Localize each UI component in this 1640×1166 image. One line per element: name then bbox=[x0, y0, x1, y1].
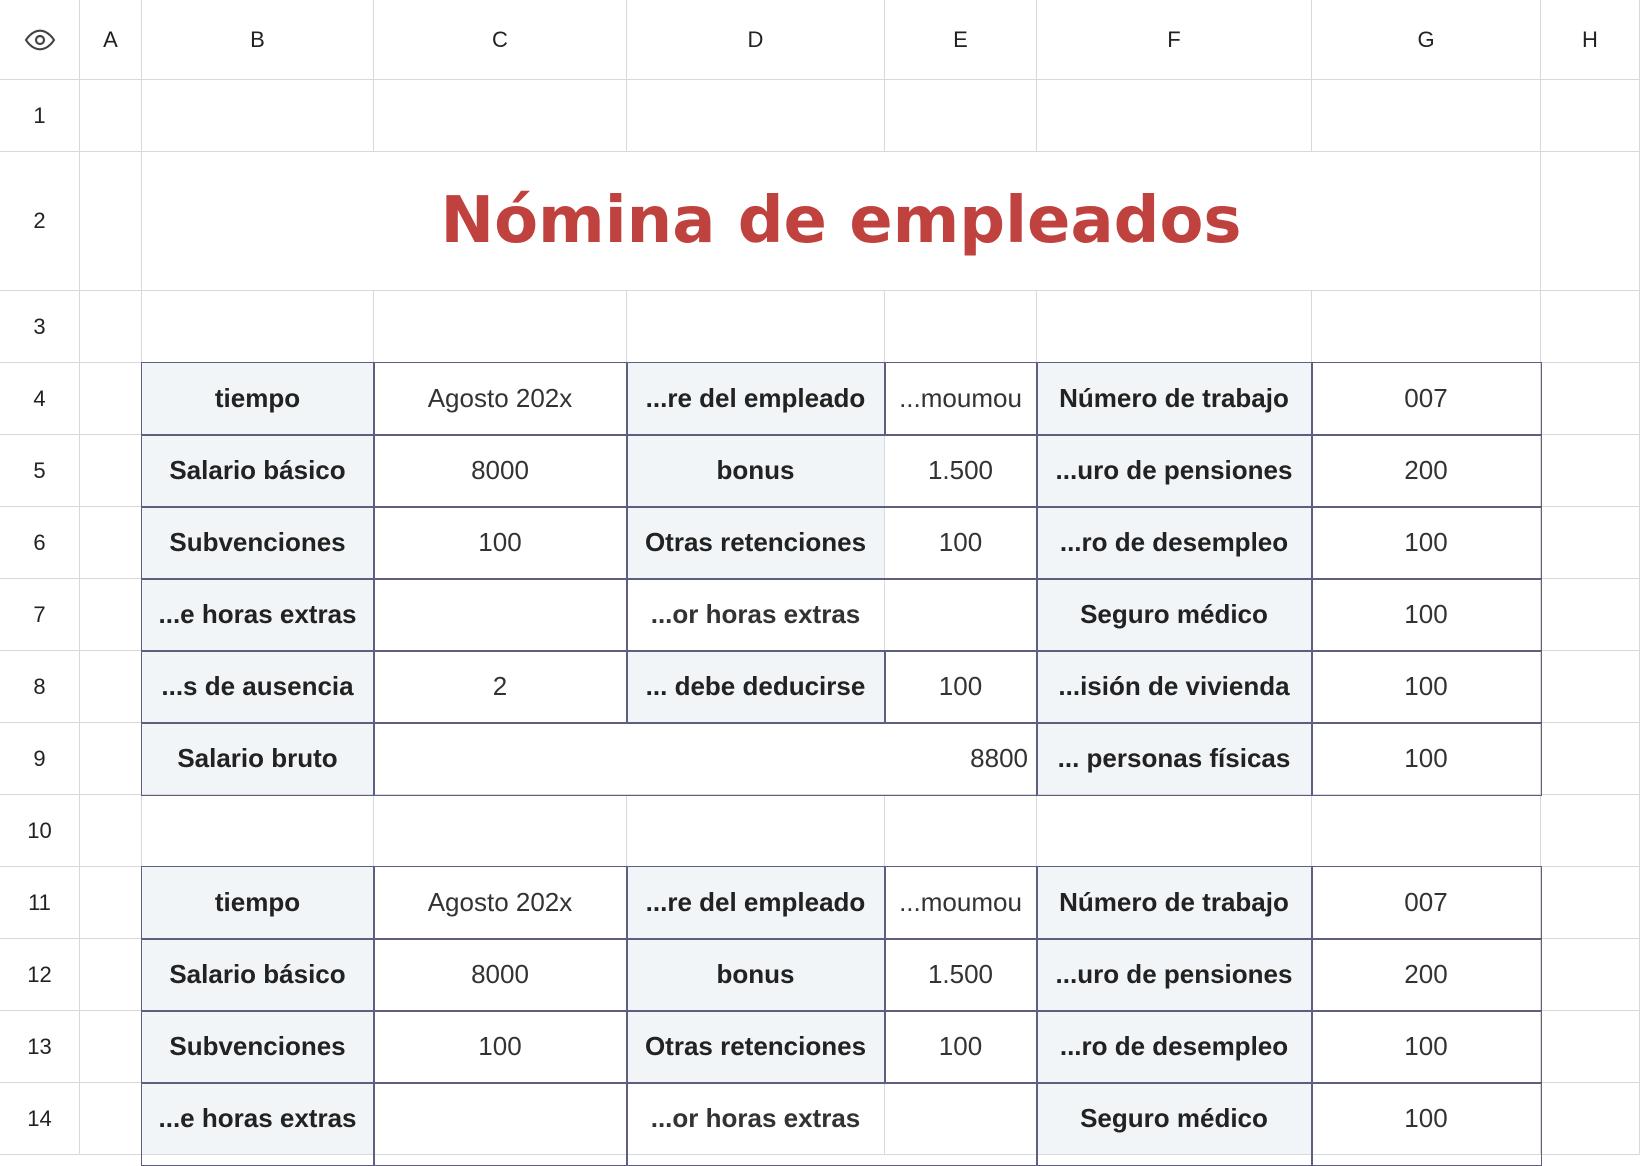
cell-h6[interactable] bbox=[1541, 507, 1640, 579]
table1-vline bbox=[1311, 362, 1313, 796]
cell-a5[interactable] bbox=[80, 435, 142, 507]
table1-hline bbox=[141, 722, 1542, 724]
table1-vline bbox=[884, 650, 886, 723]
eye-icon[interactable] bbox=[0, 0, 80, 80]
cell-f1[interactable] bbox=[1037, 80, 1312, 152]
cell-f3[interactable] bbox=[1037, 291, 1312, 363]
cell-g7[interactable]: 100 bbox=[1312, 579, 1541, 651]
row-header-9[interactable]: 9 bbox=[0, 723, 80, 795]
cell-e10[interactable] bbox=[885, 795, 1037, 867]
cell-c4[interactable]: Agosto 202x bbox=[374, 363, 627, 435]
row-header-2[interactable]: 2 bbox=[0, 152, 80, 291]
cell-d1[interactable] bbox=[627, 80, 885, 152]
cell-h11[interactable] bbox=[1541, 867, 1640, 939]
cell-f14[interactable]: Seguro médico bbox=[1037, 1083, 1312, 1155]
row-header-3[interactable]: 3 bbox=[0, 291, 80, 363]
column-header-h[interactable]: H bbox=[1541, 0, 1640, 80]
cell-g14[interactable]: 100 bbox=[1312, 1083, 1541, 1155]
column-header-b[interactable]: B bbox=[142, 0, 374, 80]
cell-d3[interactable] bbox=[627, 291, 885, 363]
table1-vline bbox=[626, 362, 628, 723]
cell-c5[interactable]: 8000 bbox=[374, 435, 627, 507]
row-header-11[interactable]: 11 bbox=[0, 867, 80, 939]
cell-f11[interactable]: Número de trabajo bbox=[1037, 867, 1312, 939]
cell-e13[interactable]: 100 bbox=[885, 1011, 1037, 1083]
cell-f9[interactable]: ... personas físicas bbox=[1037, 723, 1312, 795]
cell-b11[interactable]: tiempo bbox=[142, 867, 374, 939]
cell-g3[interactable] bbox=[1312, 291, 1541, 363]
cell-a13[interactable] bbox=[80, 1011, 142, 1083]
row-header-6[interactable]: 6 bbox=[0, 507, 80, 579]
table2-vline bbox=[884, 866, 886, 1083]
cell-g4[interactable]: 007 bbox=[1312, 363, 1541, 435]
row-header-4[interactable]: 4 bbox=[0, 363, 80, 435]
table1-hline bbox=[141, 506, 1542, 508]
cell-a14[interactable] bbox=[80, 1083, 142, 1155]
table1-vline bbox=[1036, 362, 1038, 796]
cell-b6[interactable]: Subvenciones bbox=[142, 507, 374, 579]
cell-h9[interactable] bbox=[1541, 723, 1640, 795]
cell-f5[interactable]: ...uro de pensiones bbox=[1037, 435, 1312, 507]
cell-e4[interactable]: ...moumou bbox=[885, 363, 1037, 435]
column-header-d[interactable]: D bbox=[627, 0, 885, 80]
table1-hline bbox=[141, 434, 1542, 436]
row-header-12[interactable]: 12 bbox=[0, 939, 80, 1011]
column-header-e[interactable]: E bbox=[885, 0, 1037, 80]
cell-d6[interactable]: Otras retenciones bbox=[627, 507, 885, 579]
page-title[interactable]: Nómina de empleados bbox=[142, 152, 1541, 291]
cell-a1[interactable] bbox=[80, 80, 142, 152]
cell-b1[interactable] bbox=[142, 80, 374, 152]
cell-a6[interactable] bbox=[80, 507, 142, 579]
cell-b10[interactable] bbox=[142, 795, 374, 867]
cell-f13[interactable]: ...ro de desempleo bbox=[1037, 1011, 1312, 1083]
cell-e6[interactable]: 100 bbox=[885, 507, 1037, 579]
cell-f6[interactable]: ...ro de desempleo bbox=[1037, 507, 1312, 579]
table1-hline bbox=[141, 650, 1542, 652]
cell-h12[interactable] bbox=[1541, 939, 1640, 1011]
cell-e5[interactable]: 1.500 bbox=[885, 435, 1037, 507]
cell-d10[interactable] bbox=[627, 795, 885, 867]
cell-f10[interactable] bbox=[1037, 795, 1312, 867]
cell-h14[interactable] bbox=[1541, 1083, 1640, 1155]
cell-b12[interactable]: Salario básico bbox=[142, 939, 374, 1011]
cell-f8[interactable]: ...isión de vivienda bbox=[1037, 651, 1312, 723]
cell-e3[interactable] bbox=[885, 291, 1037, 363]
cell-c13[interactable]: 100 bbox=[374, 1011, 627, 1083]
cell-a4[interactable] bbox=[80, 363, 142, 435]
cell-b5[interactable]: Salario básico bbox=[142, 435, 374, 507]
cell-d12[interactable]: bonus bbox=[627, 939, 885, 1011]
cell-d4[interactable]: ...re del empleado bbox=[627, 363, 885, 435]
cell-g12[interactable]: 200 bbox=[1312, 939, 1541, 1011]
cell-g11[interactable]: 007 bbox=[1312, 867, 1541, 939]
cell-g8[interactable]: 100 bbox=[1312, 651, 1541, 723]
cell-b9[interactable]: Salario bruto bbox=[142, 723, 374, 795]
cell-b4[interactable]: tiempo bbox=[142, 363, 374, 435]
cell-f4[interactable]: Número de trabajo bbox=[1037, 363, 1312, 435]
cell-f7[interactable]: Seguro médico bbox=[1037, 579, 1312, 651]
cell-c3[interactable] bbox=[374, 291, 627, 363]
cell-h2[interactable] bbox=[1541, 152, 1640, 291]
cell-c7[interactable] bbox=[374, 579, 627, 651]
row-header-8[interactable]: 8 bbox=[0, 651, 80, 723]
cell-d11[interactable]: ...re del empleado bbox=[627, 867, 885, 939]
cell-a9[interactable] bbox=[80, 723, 142, 795]
table1-hline bbox=[141, 578, 1542, 580]
cell-a12[interactable] bbox=[80, 939, 142, 1011]
cell-a3[interactable] bbox=[80, 291, 142, 363]
cell-c8[interactable]: 2 bbox=[374, 651, 627, 723]
cell-d14[interactable]: ...or horas extras bbox=[627, 1083, 885, 1155]
cell-a11[interactable] bbox=[80, 867, 142, 939]
column-header-f[interactable]: F bbox=[1037, 0, 1312, 80]
cell-h13[interactable] bbox=[1541, 1011, 1640, 1083]
cell-f12[interactable]: ...uro de pensiones bbox=[1037, 939, 1312, 1011]
cell-b3[interactable] bbox=[142, 291, 374, 363]
cell-e11[interactable]: ...moumou bbox=[885, 867, 1037, 939]
table1-vline bbox=[373, 362, 375, 796]
table2-hline bbox=[141, 1082, 1542, 1084]
row-header-14[interactable]: 14 bbox=[0, 1083, 80, 1155]
cell-b8[interactable]: ...s de ausencia bbox=[142, 651, 374, 723]
cell-e7[interactable] bbox=[885, 579, 1037, 651]
cell-g1[interactable] bbox=[1312, 80, 1541, 152]
column-header-g[interactable]: G bbox=[1312, 0, 1541, 80]
cell-h1[interactable] bbox=[1541, 80, 1640, 152]
cell-e12[interactable]: 1.500 bbox=[885, 939, 1037, 1011]
cell-h10[interactable] bbox=[1541, 795, 1640, 867]
cell-c14[interactable] bbox=[374, 1083, 627, 1155]
cell-g13[interactable]: 100 bbox=[1312, 1011, 1541, 1083]
row-header-7[interactable]: 7 bbox=[0, 579, 80, 651]
column-header-a[interactable]: A bbox=[80, 0, 142, 80]
row-header-10[interactable]: 10 bbox=[0, 795, 80, 867]
cell-d5[interactable]: bonus bbox=[627, 435, 885, 507]
cell-b7[interactable]: ...e horas extras bbox=[142, 579, 374, 651]
row-header-1[interactable]: 1 bbox=[0, 80, 80, 152]
cell-a2[interactable] bbox=[80, 152, 142, 291]
row-header-5[interactable]: 5 bbox=[0, 435, 80, 507]
cell-h7[interactable] bbox=[1541, 579, 1640, 651]
cell-a7[interactable] bbox=[80, 579, 142, 651]
column-header-c[interactable]: C bbox=[374, 0, 627, 80]
cell-c9-merged[interactable]: 8800 bbox=[374, 723, 1037, 795]
cell-h4[interactable] bbox=[1541, 363, 1640, 435]
cell-e14[interactable] bbox=[885, 1083, 1037, 1155]
cell-b14[interactable]: ...e horas extras bbox=[142, 1083, 374, 1155]
cell-c11[interactable]: Agosto 202x bbox=[374, 867, 627, 939]
cell-h8[interactable] bbox=[1541, 651, 1640, 723]
cell-c6[interactable]: 100 bbox=[374, 507, 627, 579]
table2-hline bbox=[141, 1010, 1542, 1012]
cell-d7[interactable]: ...or horas extras bbox=[627, 579, 885, 651]
table2-vline bbox=[1036, 866, 1038, 1166]
cell-e1[interactable] bbox=[885, 80, 1037, 152]
table1-vline bbox=[884, 362, 886, 435]
cell-g9[interactable]: 100 bbox=[1312, 723, 1541, 795]
cell-g6[interactable]: 100 bbox=[1312, 507, 1541, 579]
cell-e8[interactable]: 100 bbox=[885, 651, 1037, 723]
cell-c12[interactable]: 8000 bbox=[374, 939, 627, 1011]
table2-vline bbox=[626, 866, 628, 1166]
cell-b13[interactable]: Subvenciones bbox=[142, 1011, 374, 1083]
cell-g10[interactable] bbox=[1312, 795, 1541, 867]
cell-c10[interactable] bbox=[374, 795, 627, 867]
cell-a8[interactable] bbox=[80, 651, 142, 723]
row-header-13[interactable]: 13 bbox=[0, 1011, 80, 1083]
cell-a10[interactable] bbox=[80, 795, 142, 867]
table2-vline bbox=[373, 866, 375, 1166]
table2-vline bbox=[1311, 866, 1313, 1166]
cell-c1[interactable] bbox=[374, 80, 627, 152]
cell-d13[interactable]: Otras retenciones bbox=[627, 1011, 885, 1083]
cell-h5[interactable] bbox=[1541, 435, 1640, 507]
table2-hline bbox=[141, 938, 1542, 940]
cell-g5[interactable]: 200 bbox=[1312, 435, 1541, 507]
cell-h3[interactable] bbox=[1541, 291, 1640, 363]
cell-d8[interactable]: ... debe deducirse bbox=[627, 651, 885, 723]
